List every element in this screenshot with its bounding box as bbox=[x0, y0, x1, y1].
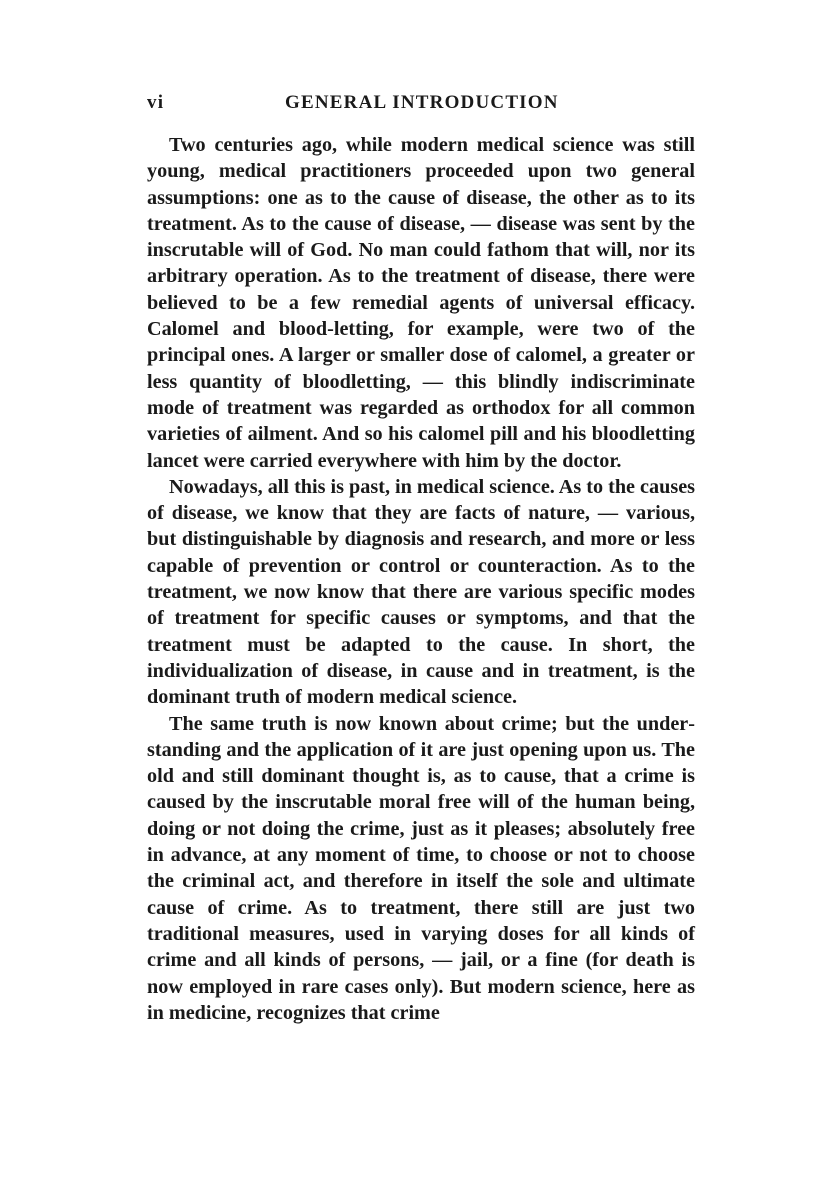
paragraph-3: The same truth is now known about crime; but the understanding and the application of it are just opening upon us. The old and still dominant thought is, as to cause, that a crime is caused by the inscrutable moral free will of the human being, doing or not doing the crime, just as it pleases; absolutely free in advance, at any moment of time, to choose or not to choose the criminal act, and therefore in itself the sole and ultimate cause of crime. As to treatment, there still are just two traditional measures, used in varying doses for all kinds of crime and all kinds of persons, — jail, or a fine (for death is now employed in rare cases only). But modern science, here as in medicine, recognizes that crime bbox=[147, 712, 695, 1024]
page-title: GENERAL INTRODUCTION bbox=[285, 92, 559, 113]
running-head bbox=[147, 92, 695, 122]
paragraph-1: Two centuries ago, while modern medical science was still young, medical practitioners proceeded upon two general assumptions: one as to the cause of disease, the other as to its treatment. As to the cause of disease, — disease was sent by the inscrutable will of God. No man could fathom that will, nor its arbitrary operation. As to the treatment of disease, there were believed to be a few remedial agents of universal efficacy. Calomel and blood-letting, for example, were two of the principal ones. A larger or smaller dose of calomel, a greater or less quantity of bloodletting, — this blindly indiscriminate mode of treatment was regarded as orthodox for all common varieties of ailment. And so his calomel pill and his bloodletting lancet were carried everywhere with him by the doctor. bbox=[147, 134, 695, 472]
book-page bbox=[147, 92, 695, 1152]
paragraph-2: Nowadays, all this is past, in medical science. As to the causes of disease, we know that they are facts of nature, — various, but distinguishable by diagnosis and research, and more or less capable of prevention or control or counteraction. As to the treatment, we now know that there are various specific modes of treatment for specific causes or symptoms, and that the treatment must be adapted to the cause. In short, the individualization of disease, in cause and in treatment, is the dominant truth of modern medical science. bbox=[147, 475, 696, 709]
body-text bbox=[147, 132, 695, 1026]
page-number: vi bbox=[147, 92, 165, 113]
